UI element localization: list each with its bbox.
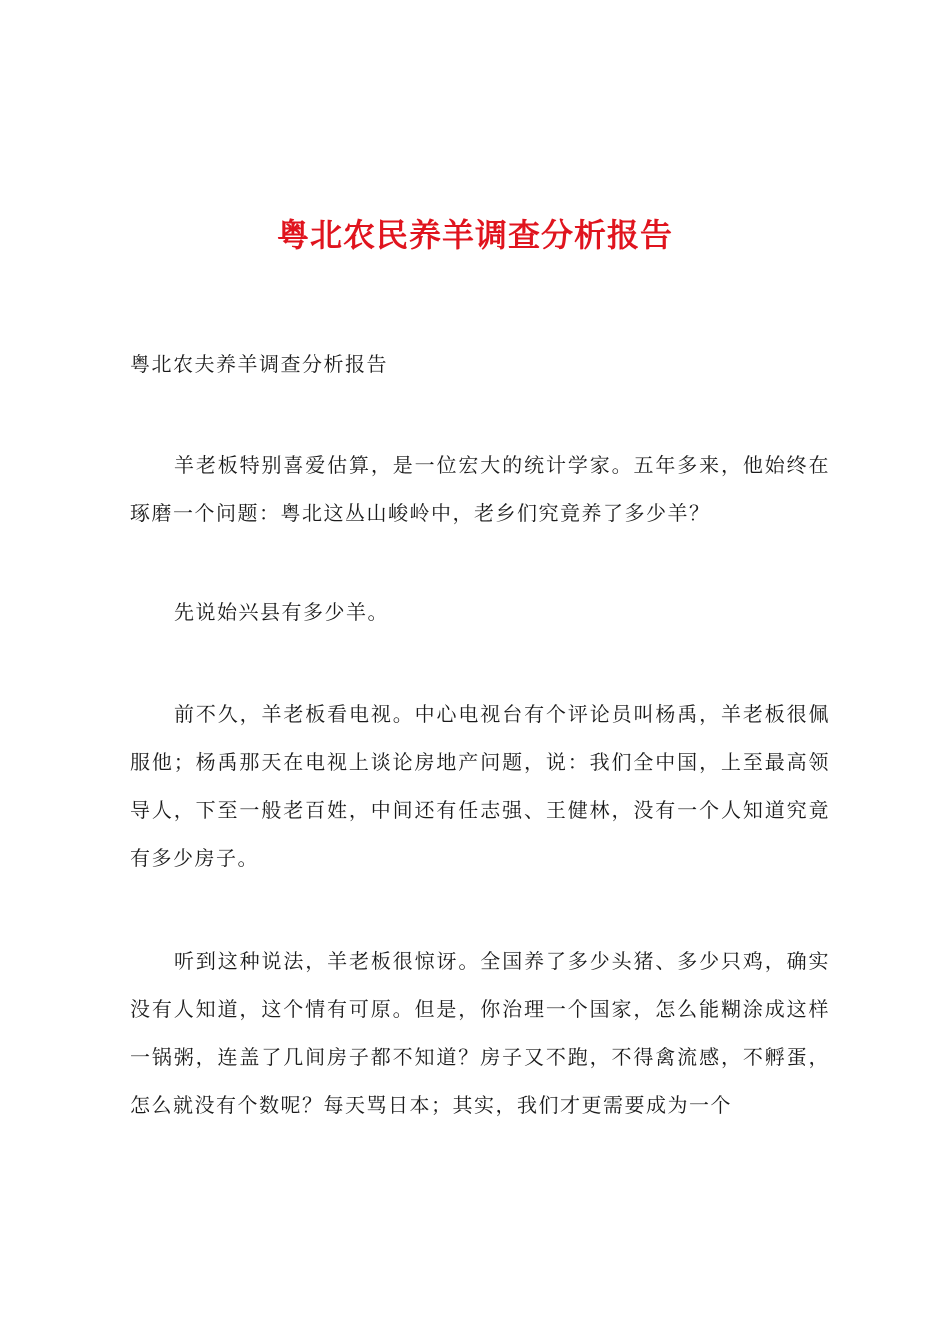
- paragraph-4: 听到这种说法，羊老板很惊讶。全国养了多少头猪、多少只鸡，确实没有人知道，这个情有可原。但是，你治理一个国家，怎么能糊涂成这样一锅粥，连盖了几间房子都不知道？房子又不跑，不得禽流感，不孵蛋，怎么就没有个数呢？每天骂日本；其实，我们才更需要成为一个: [130, 949, 830, 1117]
- paragraph-3: 前不久，羊老板看电视。中心电视台有个评论员叫杨禹，羊老板很佩服他；杨禹那天在电视上谈论房地产问题，说：我们全中国，上至最高领导人，下至一般老百姓，中间还有任志强、王健林，没有一个人知道究竟有多少房子。: [130, 702, 830, 870]
- document-title: 粤北农民养羊调查分析报告: [276, 216, 673, 254]
- paragraph-2: 先说始兴县有多少羊。: [174, 600, 389, 624]
- document-subtitle: 粤北农夫养羊调查分析报告: [130, 352, 388, 376]
- paragraph-1: 羊老板特别喜爱估算，是一位宏大的统计学家。五年多来，他始终在琢磨一个问题：粤北这丛山峻岭中，老乡们究竟养了多少羊？: [130, 453, 830, 525]
